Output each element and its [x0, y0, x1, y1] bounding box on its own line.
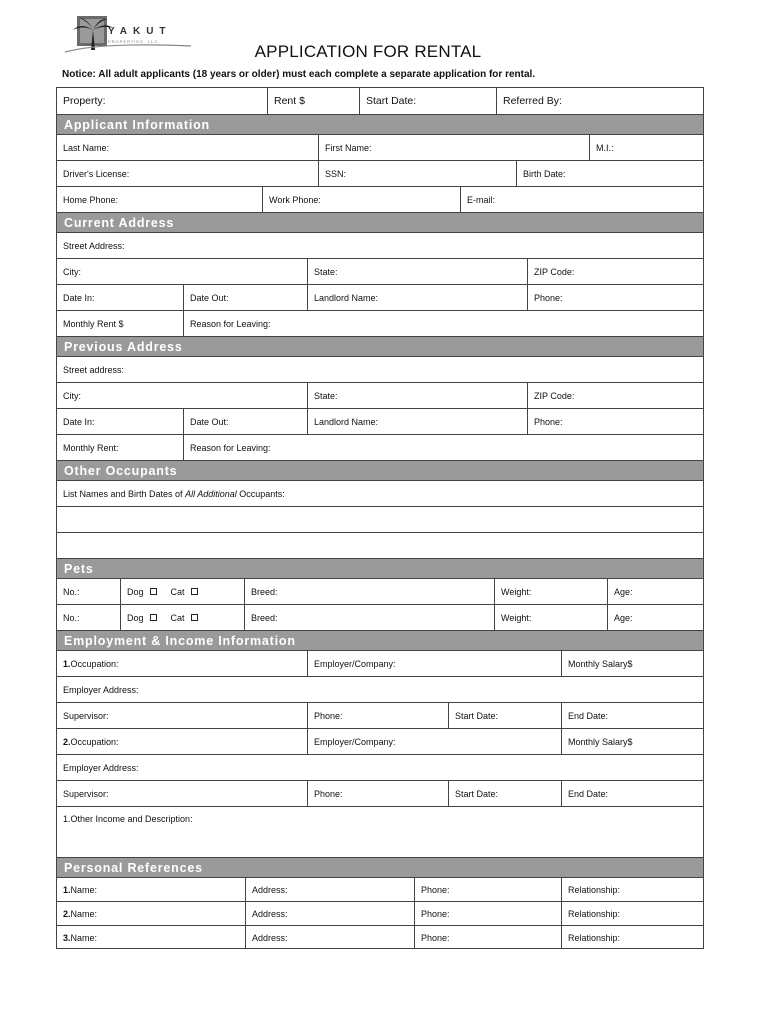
- previous-street-field[interactable]: Street address:: [63, 364, 125, 375]
- reference-1-phone-field[interactable]: Phone:: [414, 878, 561, 901]
- current-dates-row: [57, 285, 703, 311]
- previous-date-out-field[interactable]: Date Out:: [183, 409, 307, 434]
- current-reason-field[interactable]: Reason for Leaving:: [183, 311, 703, 336]
- pet-row-1: [57, 579, 703, 605]
- logo-name: YAKUT: [108, 26, 172, 37]
- section-pets: Pets: [57, 559, 703, 579]
- home-phone-field[interactable]: Home Phone:: [63, 194, 119, 205]
- pet-weight-field[interactable]: Weight:: [494, 605, 607, 630]
- previous-date-in-field[interactable]: Date In:: [63, 416, 95, 427]
- current-city-row: [57, 259, 703, 285]
- occupants-blank-row-1[interactable]: [57, 507, 703, 533]
- previous-city-field[interactable]: City:: [63, 390, 81, 401]
- pet-weight-field[interactable]: Weight:: [494, 579, 607, 604]
- previous-phone-field[interactable]: Phone:: [527, 409, 703, 434]
- cat-label: Cat: [170, 586, 185, 597]
- previous-landlord-field[interactable]: Landlord Name:: [307, 409, 527, 434]
- dog-checkbox[interactable]: [150, 588, 157, 595]
- supervisor-2-row: [57, 781, 703, 807]
- reference-3-address-field[interactable]: Address:: [245, 926, 414, 949]
- pet-no-field[interactable]: No.:: [63, 612, 80, 623]
- end-date-1-field[interactable]: End Date:: [561, 703, 703, 728]
- start-date-2-field[interactable]: Start Date:: [448, 781, 561, 806]
- employer-address-2-field[interactable]: Employer Address:: [63, 762, 139, 773]
- logo-subtitle: PROPERTIES, LLC: [108, 39, 159, 44]
- dog-label: Dog: [127, 586, 144, 597]
- occupation-2-field[interactable]: [57, 729, 307, 754]
- employer-phone-1-field[interactable]: Phone:: [307, 703, 448, 728]
- employer-2-field[interactable]: Employer/Company:: [307, 729, 561, 754]
- page-title: APPLICATION FOR RENTAL: [254, 42, 482, 61]
- reference-3-name-field[interactable]: [57, 926, 245, 949]
- employer-address-1-field[interactable]: Employer Address:: [63, 684, 139, 695]
- dog-label: Dog: [127, 612, 144, 623]
- occupation-1-number: 1.: [63, 658, 71, 669]
- first-name-field[interactable]: First Name:: [318, 135, 589, 160]
- occupation-2-number: 2.: [63, 736, 71, 747]
- current-date-in-field[interactable]: Date In:: [63, 292, 95, 303]
- occupation-1-label: Occupation:: [70, 658, 119, 669]
- supervisor-1-field[interactable]: Supervisor:: [63, 710, 109, 721]
- supervisor-2-field[interactable]: Supervisor:: [63, 788, 109, 799]
- occupants-label-row: [57, 481, 703, 507]
- applicant-contact-row: [57, 187, 703, 213]
- work-phone-field[interactable]: Work Phone:: [262, 187, 460, 212]
- end-date-2-field[interactable]: End Date:: [561, 781, 703, 806]
- reference-1-relationship-field[interactable]: Relationship:: [561, 878, 703, 901]
- pet-breed-field[interactable]: Breed:: [244, 579, 494, 604]
- previous-street-row: [57, 357, 703, 383]
- occupants-label-post: Occupants:: [236, 488, 285, 499]
- occupants-label-pre: List Names and Birth Dates of: [63, 488, 186, 499]
- start-date-1-field[interactable]: Start Date:: [448, 703, 561, 728]
- applicant-id-row: [57, 161, 703, 187]
- reference-3-relationship-field[interactable]: Relationship:: [561, 926, 703, 949]
- cat-checkbox[interactable]: [191, 614, 198, 621]
- reference-1-row: [57, 878, 703, 902]
- property-field[interactable]: Property:: [63, 95, 106, 107]
- reference-2-row: [57, 902, 703, 926]
- last-name-field[interactable]: Last Name:: [63, 142, 110, 153]
- current-city-field[interactable]: City:: [63, 266, 81, 277]
- pet-age-field[interactable]: Age:: [607, 605, 703, 630]
- section-applicant-information: Applicant Information: [57, 115, 703, 135]
- cat-option[interactable]: [171, 613, 198, 623]
- employer-phone-2-field[interactable]: Phone:: [307, 781, 448, 806]
- occupants-field[interactable]: [57, 481, 703, 506]
- previous-city-row: [57, 383, 703, 409]
- notice-text: Notice: All adult applicants (18 years or older) must each complete a separate application for rental.: [62, 69, 536, 80]
- ssn-field[interactable]: SSN:: [318, 161, 516, 186]
- previous-dates-row: [57, 409, 703, 435]
- pet-breed-field[interactable]: Breed:: [244, 605, 494, 630]
- current-landlord-field[interactable]: Landlord Name:: [307, 285, 527, 310]
- reference-1-name-label: Name:: [70, 884, 98, 895]
- pet-age-field[interactable]: Age:: [607, 579, 703, 604]
- current-date-out-field[interactable]: Date Out:: [183, 285, 307, 310]
- start-date-field[interactable]: Start Date:: [359, 88, 496, 114]
- occupation-1-field[interactable]: [57, 651, 307, 676]
- pet-row-2: [57, 605, 703, 631]
- other-income-field[interactable]: 1.Other Income and Description:: [63, 814, 193, 824]
- occupation-1-row: [57, 651, 703, 677]
- reference-1-address-field[interactable]: Address:: [245, 878, 414, 901]
- pet-no-field[interactable]: No.:: [63, 586, 80, 597]
- employer-address-1-row: [57, 677, 703, 703]
- supervisor-1-row: [57, 703, 703, 729]
- section-other-occupants: Other Occupants: [57, 461, 703, 481]
- dog-option[interactable]: [127, 613, 157, 623]
- current-rent-row: [57, 311, 703, 337]
- reference-3-name-label: Name:: [70, 932, 98, 943]
- dog-option[interactable]: [127, 587, 157, 597]
- salary-1-field[interactable]: Monthly Salary$: [561, 651, 703, 676]
- rental-application-form: [56, 87, 704, 949]
- reference-1-number: 1.: [63, 884, 71, 895]
- dog-checkbox[interactable]: [150, 614, 157, 621]
- reference-2-name-label: Name:: [70, 908, 98, 919]
- cat-checkbox[interactable]: [191, 588, 198, 595]
- birth-date-field[interactable]: Birth Date:: [516, 161, 703, 186]
- previous-monthly-rent-field[interactable]: Monthly Rent:: [63, 442, 119, 453]
- previous-rent-row: [57, 435, 703, 461]
- reference-1-name-field[interactable]: [57, 878, 245, 901]
- reference-3-phone-field[interactable]: Phone:: [414, 926, 561, 949]
- current-street-row: [57, 233, 703, 259]
- current-street-field[interactable]: Street Address:: [63, 240, 125, 251]
- previous-zip-field[interactable]: ZIP Code:: [527, 383, 703, 408]
- section-employment-income: Employment & Income Information: [57, 631, 703, 651]
- occupation-2-row: [57, 729, 703, 755]
- reference-2-phone-field[interactable]: Phone:: [414, 902, 561, 925]
- cat-label: Cat: [170, 612, 185, 623]
- referred-by-field[interactable]: Referred By:: [496, 88, 703, 114]
- employer-1-field[interactable]: Employer/Company:: [307, 651, 561, 676]
- previous-state-field[interactable]: State:: [307, 383, 527, 408]
- occupants-blank-row-2[interactable]: [57, 533, 703, 559]
- section-personal-references: Personal References: [57, 858, 703, 878]
- current-phone-field[interactable]: Phone:: [527, 285, 703, 310]
- reference-3-row: [57, 926, 703, 949]
- other-income-row: [57, 807, 703, 858]
- pet-type-cell: [120, 579, 244, 604]
- reference-2-relationship-field[interactable]: Relationship:: [561, 902, 703, 925]
- reference-2-address-field[interactable]: Address:: [245, 902, 414, 925]
- pet-type-cell: [120, 605, 244, 630]
- cat-option[interactable]: [171, 587, 198, 597]
- rent-field[interactable]: Rent $: [267, 88, 359, 114]
- section-current-address: Current Address: [57, 213, 703, 233]
- occupation-2-label: Occupation:: [70, 736, 119, 747]
- employer-address-2-row: [57, 755, 703, 781]
- current-zip-field[interactable]: ZIP Code:: [527, 259, 703, 284]
- reference-3-number: 3.: [63, 932, 71, 943]
- property-row: [57, 88, 703, 115]
- drivers-license-field[interactable]: Driver's License:: [63, 168, 130, 179]
- applicant-name-row: [57, 135, 703, 161]
- previous-reason-field[interactable]: Reason for Leaving:: [183, 435, 703, 460]
- reference-2-name-field[interactable]: [57, 902, 245, 925]
- current-state-field[interactable]: State:: [307, 259, 527, 284]
- email-field[interactable]: E-mail:: [460, 187, 703, 212]
- mi-field[interactable]: M.I.:: [589, 135, 703, 160]
- salary-2-field[interactable]: Monthly Salary$: [561, 729, 703, 754]
- current-monthly-rent-field[interactable]: Monthly Rent $: [63, 318, 124, 329]
- occupants-label-emphasis: All Additional: [185, 488, 237, 499]
- section-previous-address: Previous Address: [57, 337, 703, 357]
- reference-2-number: 2.: [63, 908, 71, 919]
